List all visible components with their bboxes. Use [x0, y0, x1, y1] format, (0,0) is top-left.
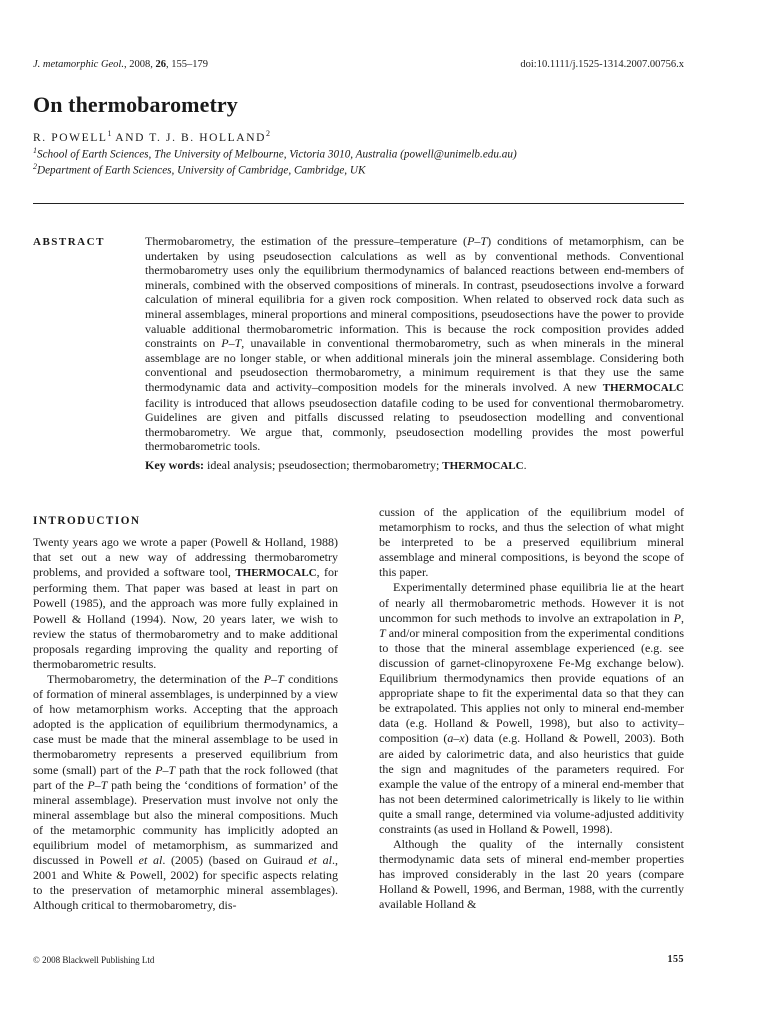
page-number: 155 [667, 954, 684, 965]
column-right [379, 505, 684, 913]
abstract-text: Thermobarometry, the estimation of the pressure–temperature (P–T) conditions of metamorphism, can be undertaken by using pseudosection calculations as well as by conventional methods. Conventional thermobarometry uses only the equilibrium thermodynamics of balanced reactions between end-members of minerals, combined with the observed compositions of minerals. In contrast, pseudosections involve a forward calculation of mineral equilibria for a given rock composition. When related to observed rock data such as mineral assemblages, mineral proportions and mineral compositions, pseudosections have the power to provide valuable additional thermobarometric information. This is because the rock composition provides added constraints on P–T, unavailable in conventional thermobarometry, such as when minerals in the mineral assemblage are no longer stable, or when additional minerals join the mineral assemblage. Considering both conventional and pseudosection thermobarometry, a minimum requirement is that they use the same thermodynamic data and activity–composition models for the minerals involved. A new THERMOCALC facility is introduced that allows pseudosection datafile coding to be used for conventional thermobarometry. Guidelines are given and pitfalls discussed relating to pseudosection modelling and conventional thermobarometry. We argue that, commonly, pseudosection modelling provides the most powerful thermobarometric tools. [145, 234, 684, 454]
paragraph: Twenty years ago we wrote a paper (Powell & Holland, 1988) that set out a new way of addressing thermobarometry problems, and provided a software tool, THERMOCALC, for performing them. That paper was based at least in part on Powell (1985), and the approach was more fully explained in Powell & Holland (1994). Now, 20 years later, we wish to review the status of thermobarometry and to make additional proposals regarding improving the quality and reporting of thermobarometric results. [33, 535, 338, 671]
article-title: On thermobarometry [33, 92, 238, 117]
author-list: R. POWELL$^1$ AND T. J. B. HOLLAND$^2$ [33, 129, 271, 144]
affiliation-1: $^1$School of Earth Sciences, The University of Melbourne, Victoria 3010, Australia (powell@unimelb.edu.au) [33, 146, 517, 161]
column-left [33, 505, 338, 913]
copyright-notice: © 2008 Blackwell Publishing Ltd [33, 955, 155, 965]
abstract-label: ABSTRACT [33, 236, 105, 248]
journal-citation: J. metamorphic Geol., 2008, 26, 155–179 [33, 59, 208, 70]
affiliation-2: $^2$Department of Earth Sciences, University of Cambridge, Cambridge, UK [33, 162, 366, 177]
paragraph: Experimentally determined phase equilibria lie at the heart of nearly all thermobarometric methods. However it is not uncommon for such methods to involve an extrapolation in P, T and/or mineral composition from the experimental conditions to those that the mineral assemblage experienced (e.g. see discussion of garnet-clinopyroxene Fe-Mg exchange below). Equilibrium thermodynamics then provide equations of an appropriate shape to fit the experimental data so that they can be extrapolated. This applies not only to mineral end-member data (e.g. Holland & Powell, 1998), but also to activity–composition (a–x) data (e.g. Holland & Powell, 2003). Both are aided by calorimetric data, and also heuristics that guide the sign and magnitudes of the parameters required. For example the value of the entropy of a mineral end-member that has not been determined calorimetrically is likely to lie within quite a small range, determined via volume-adjusted additivity constraints (as used in Holland & Powell, 1998). [379, 580, 684, 836]
running-header [33, 59, 684, 70]
paragraph: Although the quality of the internally consistent thermodynamic data sets of mineral end-member properties has improved considerably in the last 20 years (compare Holland & Powell, 1996, and Berman, 1988, with the currently available Holland & [379, 837, 684, 912]
section-heading: INTRODUCTION [33, 515, 141, 527]
header-divider [33, 203, 684, 204]
doi: doi:10.1111/j.1525-1314.2007.00756.x [520, 59, 684, 70]
keywords: Key words: ideal analysis; pseudosection; thermobarometry; THERMOCALC. [145, 458, 527, 472]
paragraph: Thermobarometry, the determination of the P–T conditions of formation of mineral assemblages, is underpinned by a view of how metamorphism works. Accepting that the approach adopted is the application of equilibrium thermodynamics, a case must be made that the mineral assemblage to be used in thermobarometry represents a preserved equilibrium from some (small) part of the P–T path that the rock followed (that part of the P–T path being the ‘conditions of formation’ of the mineral assemblage). Preservation must involve not only the mineral assemblage but also the mineral compositions. Much of the metamorphic community has implicitly adopted an equilibrium model of metamorphism, as summarized and discussed in Powell et al. (2005) (based on Guiraud et al., 2001 and White & Powell, 2002) for specific aspects relating to the preservation of metamorphic mineral assemblages). Although critical to thermobarometry, dis- [33, 671, 338, 913]
paragraph: cussion of the application of the equilibrium model of metamorphism to rocks, and thus the selection of what might be interpreted to be a preserved equilibrium mineral assemblage and mineral compositions, is beyond the scope of this paper. [379, 505, 684, 580]
